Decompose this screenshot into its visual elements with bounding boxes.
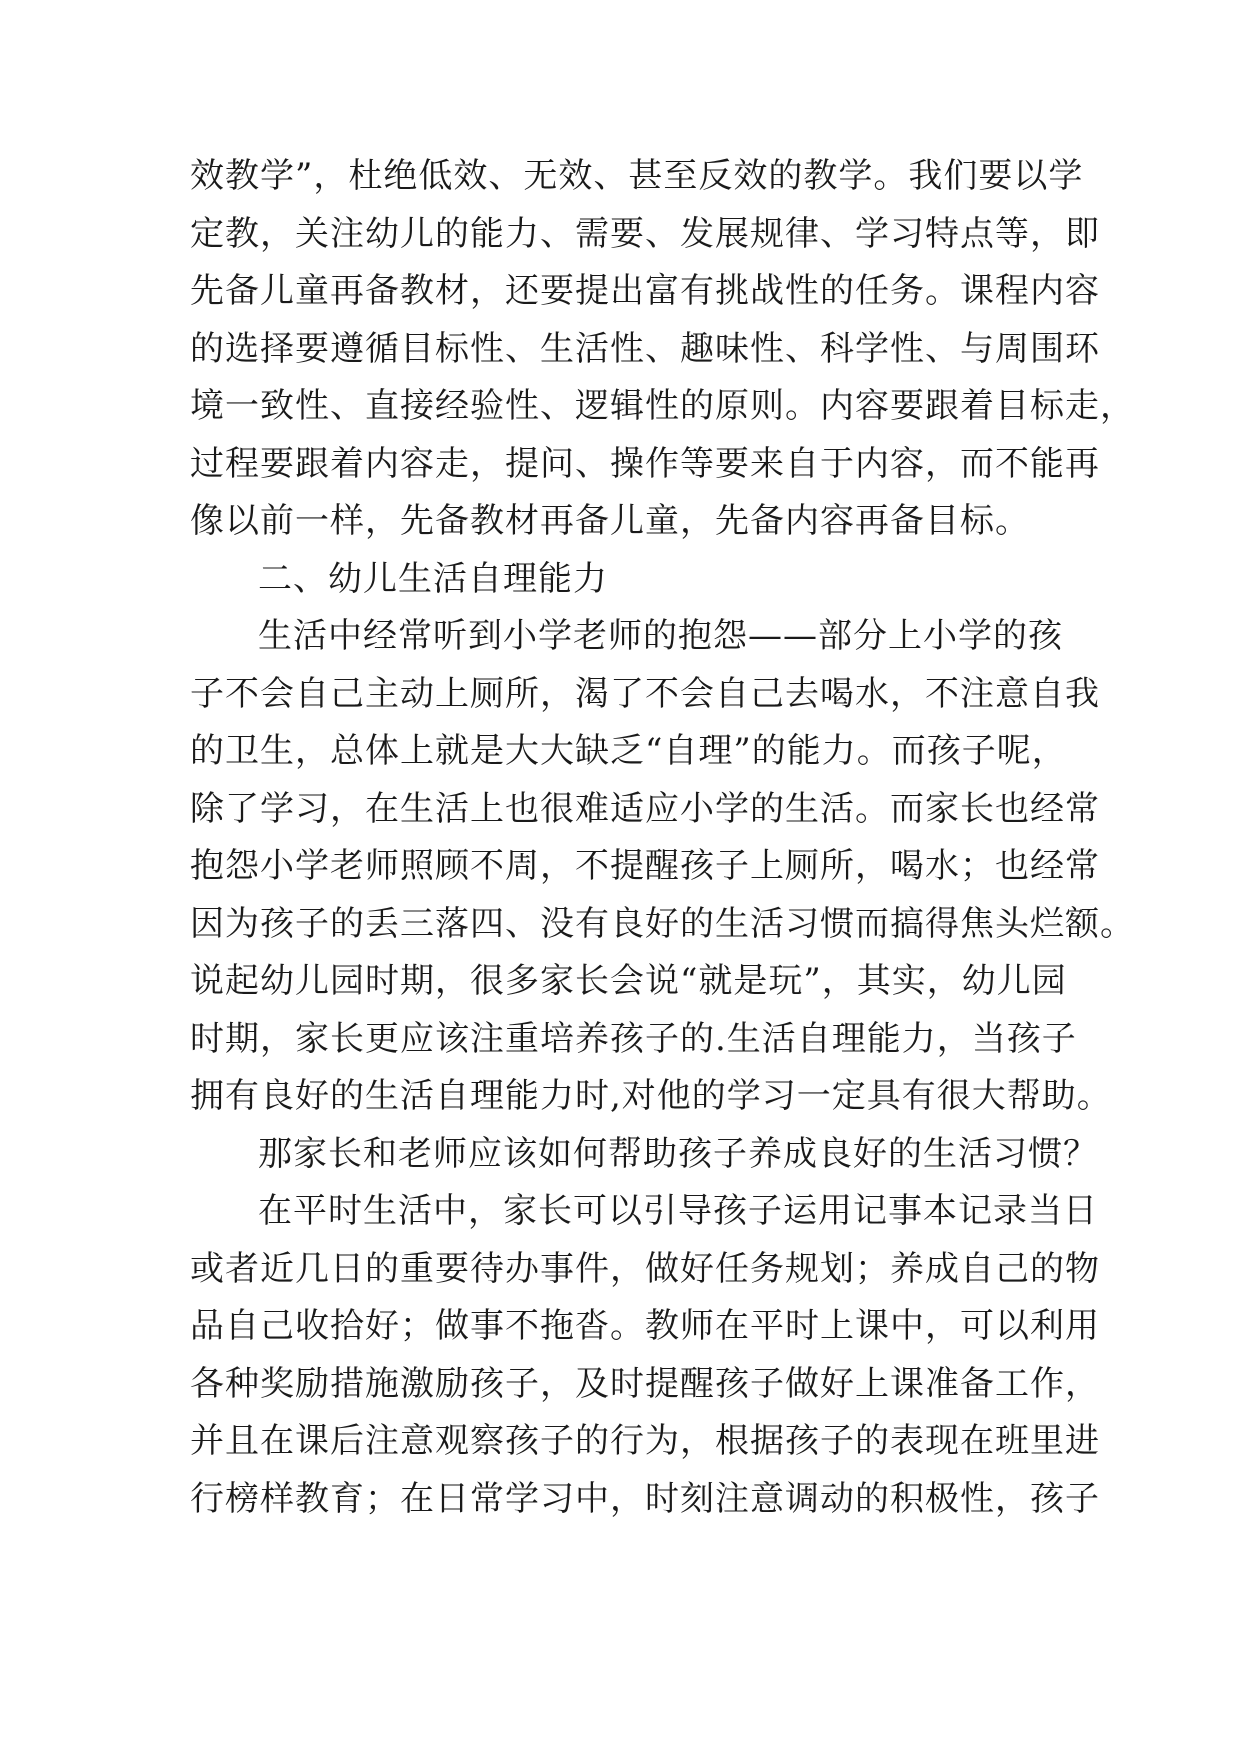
text-line: 的选择要遵循目标性、生活性、趣味性、科学性、与周围环 bbox=[190, 328, 1100, 369]
text-line: 各种奖励措施激励孩子，及时提醒孩子做好上课准备工作， bbox=[190, 1363, 1100, 1404]
text-line: 并且在课后注意观察孩子的行为，根据孩子的表现在班里进 bbox=[190, 1421, 1100, 1461]
text-line: 行榜样教育；在日常学习中，时刻注意调动的积极性，孩子 bbox=[190, 1478, 1100, 1519]
text-line: 品自己收拾好；做事不拖沓。教师在平时上课中，可以利用 bbox=[190, 1306, 1100, 1346]
paragraph-1 bbox=[190, 148, 1135, 551]
text-line: 过程要跟着内容走，提问、操作等要来自于内容，而不能再 bbox=[190, 443, 1100, 484]
text-line: 抱怨小学老师照顾不周，不提醒孩子上厕所，喝水；也经常 bbox=[190, 846, 1100, 886]
document-body bbox=[190, 148, 1135, 1528]
text-line: 因为孩子的丢三落四、没有良好的生活习惯而搞得焦头烂额。 bbox=[190, 903, 1135, 944]
paragraph-4 bbox=[190, 1183, 1100, 1528]
section-heading: 二、幼儿生活自理能力 bbox=[258, 558, 608, 599]
paragraph-2 bbox=[190, 608, 1135, 1126]
text-line: 子不会自己主动上厕所，渴了不会自己去喝水，不注意自我 bbox=[190, 673, 1100, 714]
text-line: 在平时生活中，家长可以引导孩子运用记事本记录当日 bbox=[258, 1191, 1098, 1231]
text-line: 境一致性、直接经验性、逻辑性的原则。内容要跟着目标走， bbox=[190, 386, 1135, 426]
text-line: 那家长和老师应该如何帮助孩子养成良好的生活习惯？ bbox=[258, 1133, 1098, 1174]
text-line: 除了学习，在生活上也很难适应小学的生活。而家长也经常 bbox=[190, 788, 1100, 829]
text-line: 时期，家长更应该注重培养孩子的.生活自理能力，当孩子 bbox=[190, 1018, 1077, 1059]
paragraph-3 bbox=[190, 1126, 1098, 1184]
text-line: 先备儿童再备教材，还要提出富有挑战性的任务。课程内容 bbox=[190, 271, 1100, 311]
text-line: 像以前一样，先备教材再备儿童，先备内容再备目标。 bbox=[190, 501, 1030, 541]
text-line: 的卫生，总体上就是大大缺乏“自理”的能力。而孩子呢， bbox=[190, 731, 1067, 771]
text-line: 说起幼儿园时期，很多家长会说“就是玩”，其实，幼儿园 bbox=[190, 961, 1067, 1001]
text-line: 定教，关注幼儿的能力、需要、发展规律、学习特点等，即 bbox=[190, 213, 1100, 254]
text-line: 拥有良好的生活自理能力时,对他的学习一定具有很大帮助。 bbox=[190, 1076, 1112, 1116]
text-line: 生活中经常听到小学老师的抱怨——部分上小学的孩 bbox=[258, 616, 1063, 656]
text-line: 效教学”，杜绝低效、无效、甚至反效的教学。我们要以学 bbox=[190, 156, 1084, 196]
text-line: 或者近几日的重要待办事件，做好任务规划；养成自己的物 bbox=[190, 1248, 1100, 1289]
